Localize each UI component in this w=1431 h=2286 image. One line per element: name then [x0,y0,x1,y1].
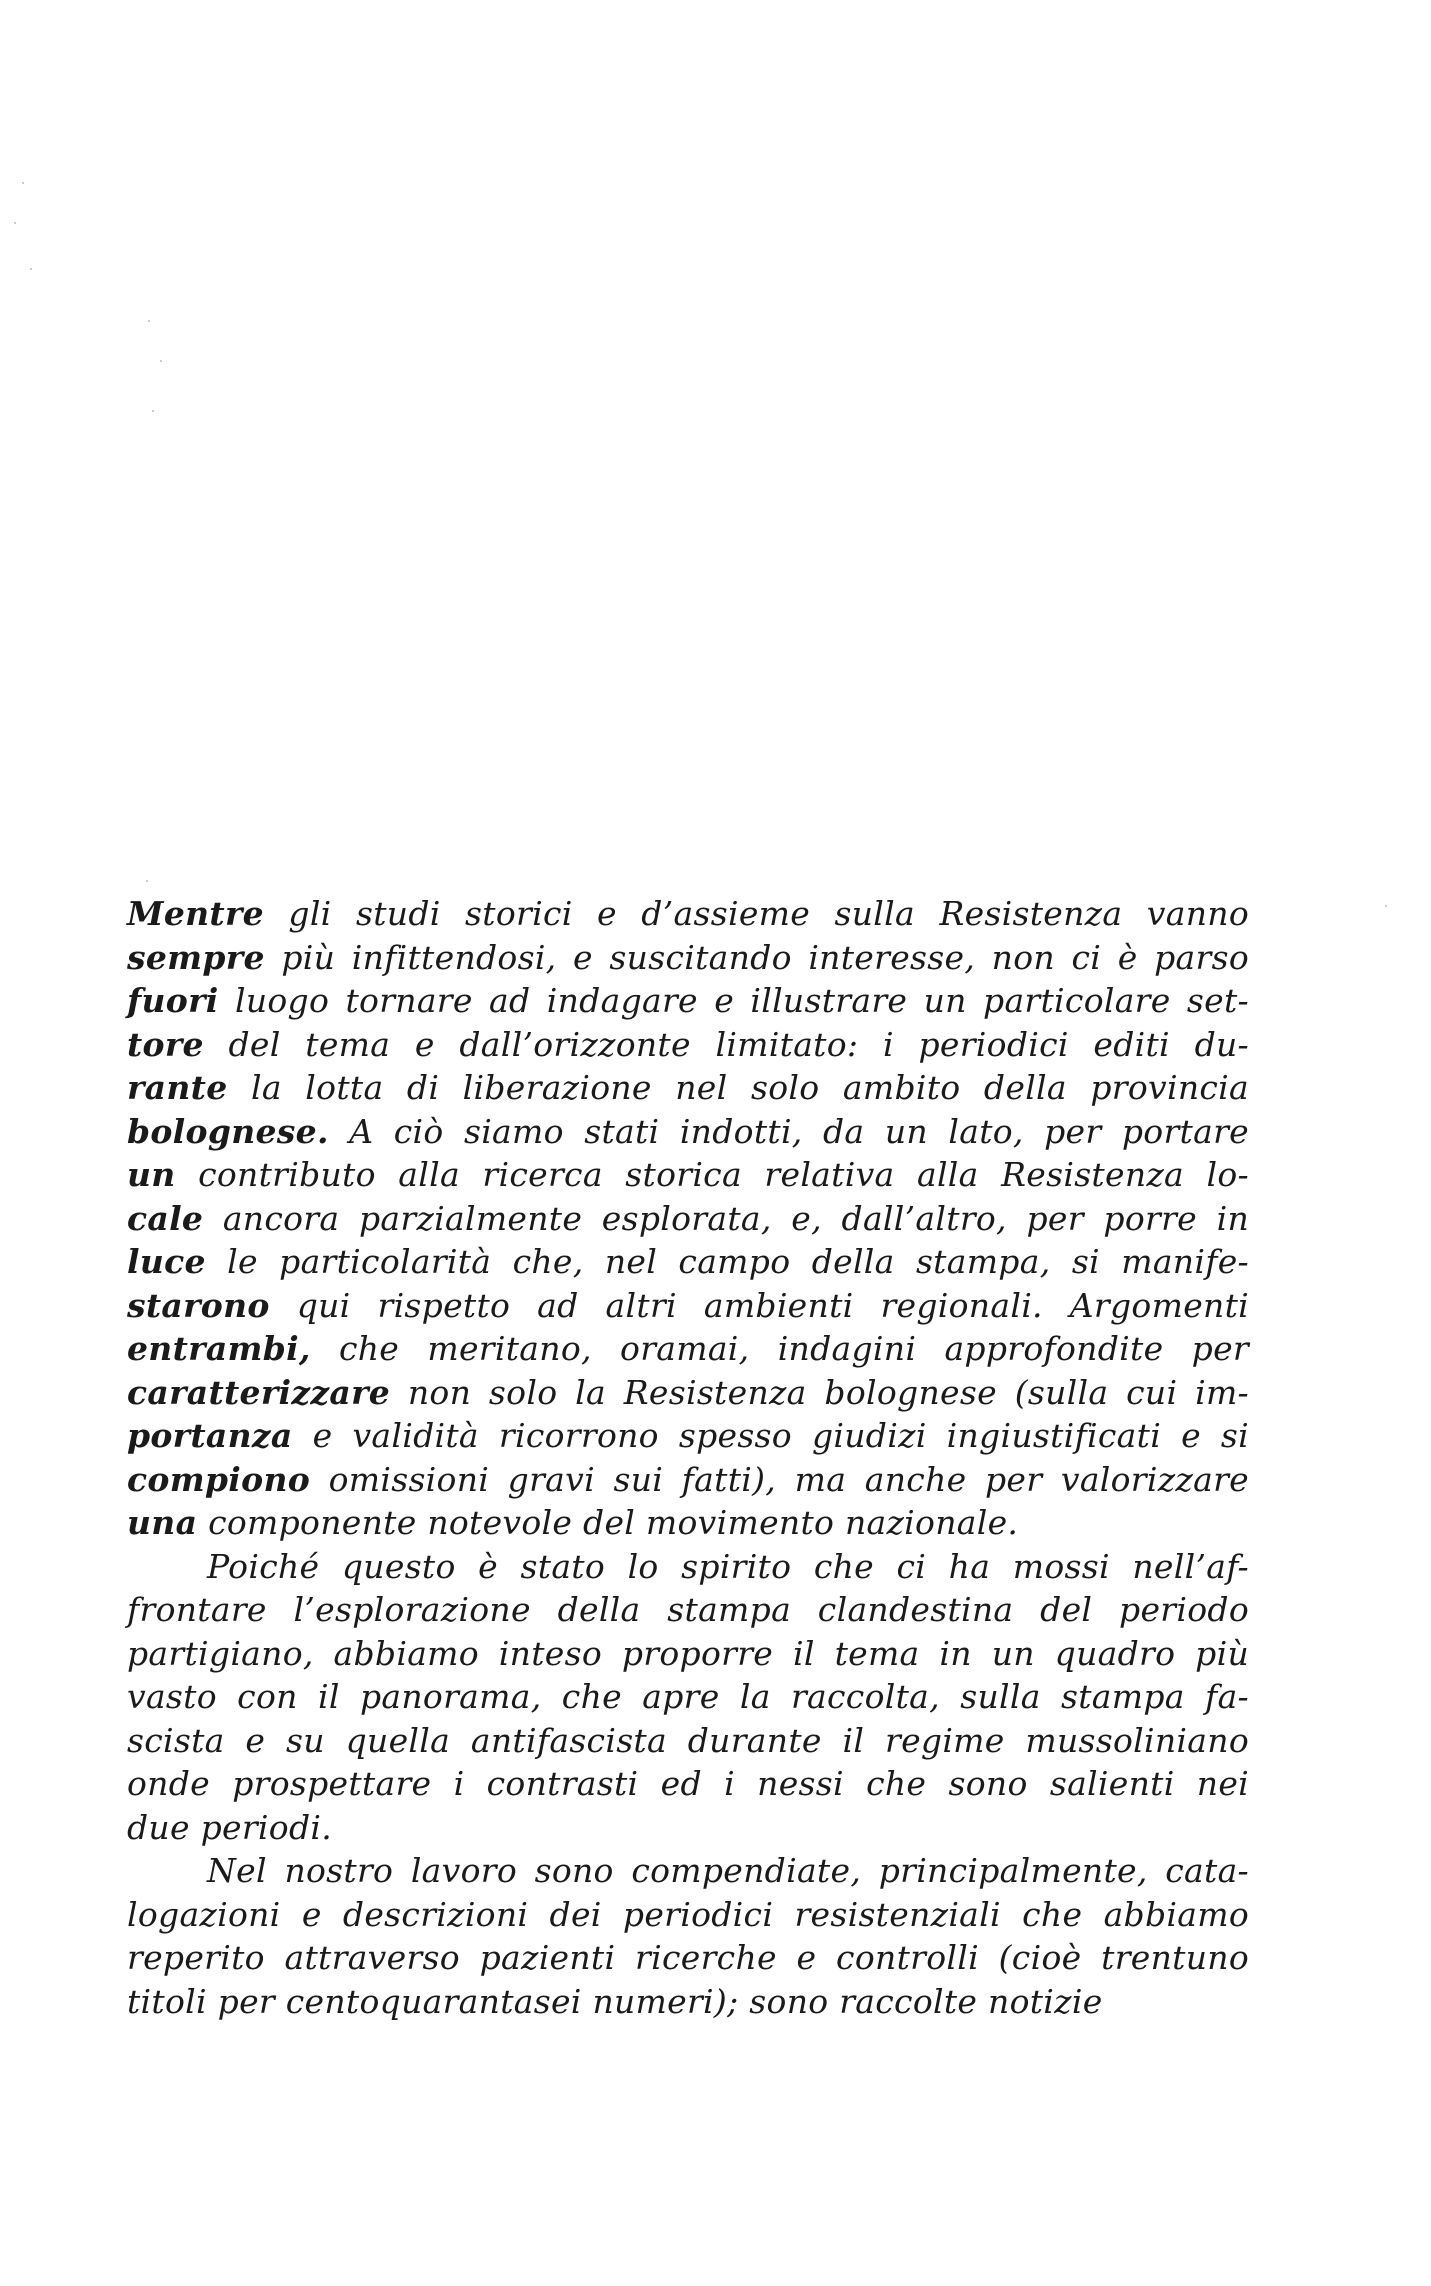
scan-speck [148,320,150,322]
line-lead-word: luce [127,1242,206,1281]
text-line [127,1545,1249,1589]
scan-speck [152,410,154,412]
line-lead-word: starono [127,1285,270,1325]
line-text: più infittendosi, e suscitando interesse, non ci è parso [264,937,1249,977]
body-text [127,892,1249,2023]
paragraph [127,1545,1249,1850]
line-lead-word: cale [127,1198,204,1238]
scan-speck [1385,905,1387,907]
text-line [127,1153,1249,1197]
line-lead-word: bolognese. [127,1111,329,1151]
line-text: le particolarità che, nel campo della stampa, si manife- [205,1242,1249,1281]
line-text: reperito attraverso pazienti ricerche e controlli (cioè trentuno [127,1938,1249,1977]
line-text: titoli per centoquarantasei numeri); sono raccolte notizie [127,1981,1103,2021]
text-line [127,1284,1249,1328]
line-lead-word: un [127,1155,176,1194]
line-lead-word: caratterizzare [127,1372,391,1412]
text-line [127,1588,1249,1632]
text-line [127,1327,1249,1371]
line-lead-word: rante [127,1068,228,1107]
line-text: logazioni e descrizioni dei periodici resistenziali che abbiamo [127,1894,1249,1934]
text-line [127,1762,1249,1806]
line-lead-word: portanza [127,1416,293,1455]
line-lead-word: tore [127,1024,204,1064]
line-text: qui rispetto ad altri ambienti regionali. Argomenti [269,1285,1249,1325]
line-lead-word: fuori [127,981,219,1020]
line-text: onde prospettare i contrasti ed i nessi che sono salienti nei [127,1764,1249,1803]
line-text: gli studi storici e d’assieme sulla Resistenza vanno [263,894,1249,933]
text-line [127,892,1249,936]
scan-speck [22,182,24,184]
text-line [127,1980,1249,2024]
line-text: del tema e dall’orizzonte limitato: i periodici editi du- [203,1024,1249,1064]
line-lead-word: compiono [127,1459,311,1499]
line-text: scista e su quella antifascista durante il regime mussoliniano [127,1720,1249,1760]
text-line [127,1501,1249,1545]
scan-speck [146,880,148,882]
text-line [127,1371,1249,1415]
line-text: due periodi. [127,1807,333,1847]
line-text: Nel nostro lavoro sono compendiate, principalmente, cata- [207,1851,1249,1890]
line-text: Poiché questo è stato lo spirito che ci ha mossi nell’af- [207,1546,1249,1586]
text-line [127,1240,1249,1284]
text-line [127,1675,1249,1719]
text-line [127,1806,1249,1850]
line-text: A ciò siamo stati indotti, da un lato, per portare [328,1111,1249,1151]
text-line [127,1023,1249,1067]
scan-speck [30,268,32,270]
line-text: partigiano, abbiamo inteso proporre il tema in un quadro più [127,1633,1249,1673]
text-line [127,1719,1249,1763]
line-lead-word: una [127,1503,198,1542]
line-text: contributo alla ricerca storica relativa alla Resistenza lo- [175,1155,1249,1194]
line-text: e validità ricorrono spesso giudizi ingiustificati e si [292,1416,1249,1455]
text-line [127,1849,1249,1893]
line-text: componente notevole del movimento nazionale. [197,1503,1019,1542]
line-text: luogo tornare ad indagare e illustrare un particolare set- [218,981,1249,1020]
text-line [127,1632,1249,1676]
text-line [127,1414,1249,1458]
text-line [127,1066,1249,1110]
line-text: frontare l’esplorazione della stampa clandestina del periodo [127,1590,1249,1629]
text-line [127,1197,1249,1241]
line-text: vasto con il panorama, che apre la raccolta, sulla stampa fa- [127,1677,1249,1716]
scan-speck [160,360,162,362]
line-lead-word: sempre [127,937,265,977]
line-text: la lotta di liberazione nel solo ambito della provincia [227,1068,1249,1107]
line-text: che meritano, oramai, indagini approfondite per [310,1329,1249,1368]
paragraph [127,892,1249,1545]
text-line [127,1458,1249,1502]
text-line [127,979,1249,1023]
paragraph [127,1849,1249,2023]
line-lead-word: entrambi, [127,1329,311,1368]
line-text: omissioni gravi sui fatti), ma anche per valorizzare [310,1459,1249,1499]
line-text: ancora parzialmente esplorata, e, dall’altro, per porre in [203,1198,1249,1238]
text-line [127,1110,1249,1154]
scan-speck [14,222,16,224]
text-line [127,936,1249,980]
line-lead-word: Mentre [127,894,264,933]
text-line [127,1936,1249,1980]
line-text: non solo la Resistenza bolognese (sulla cui im- [390,1372,1249,1412]
text-line [127,1893,1249,1937]
